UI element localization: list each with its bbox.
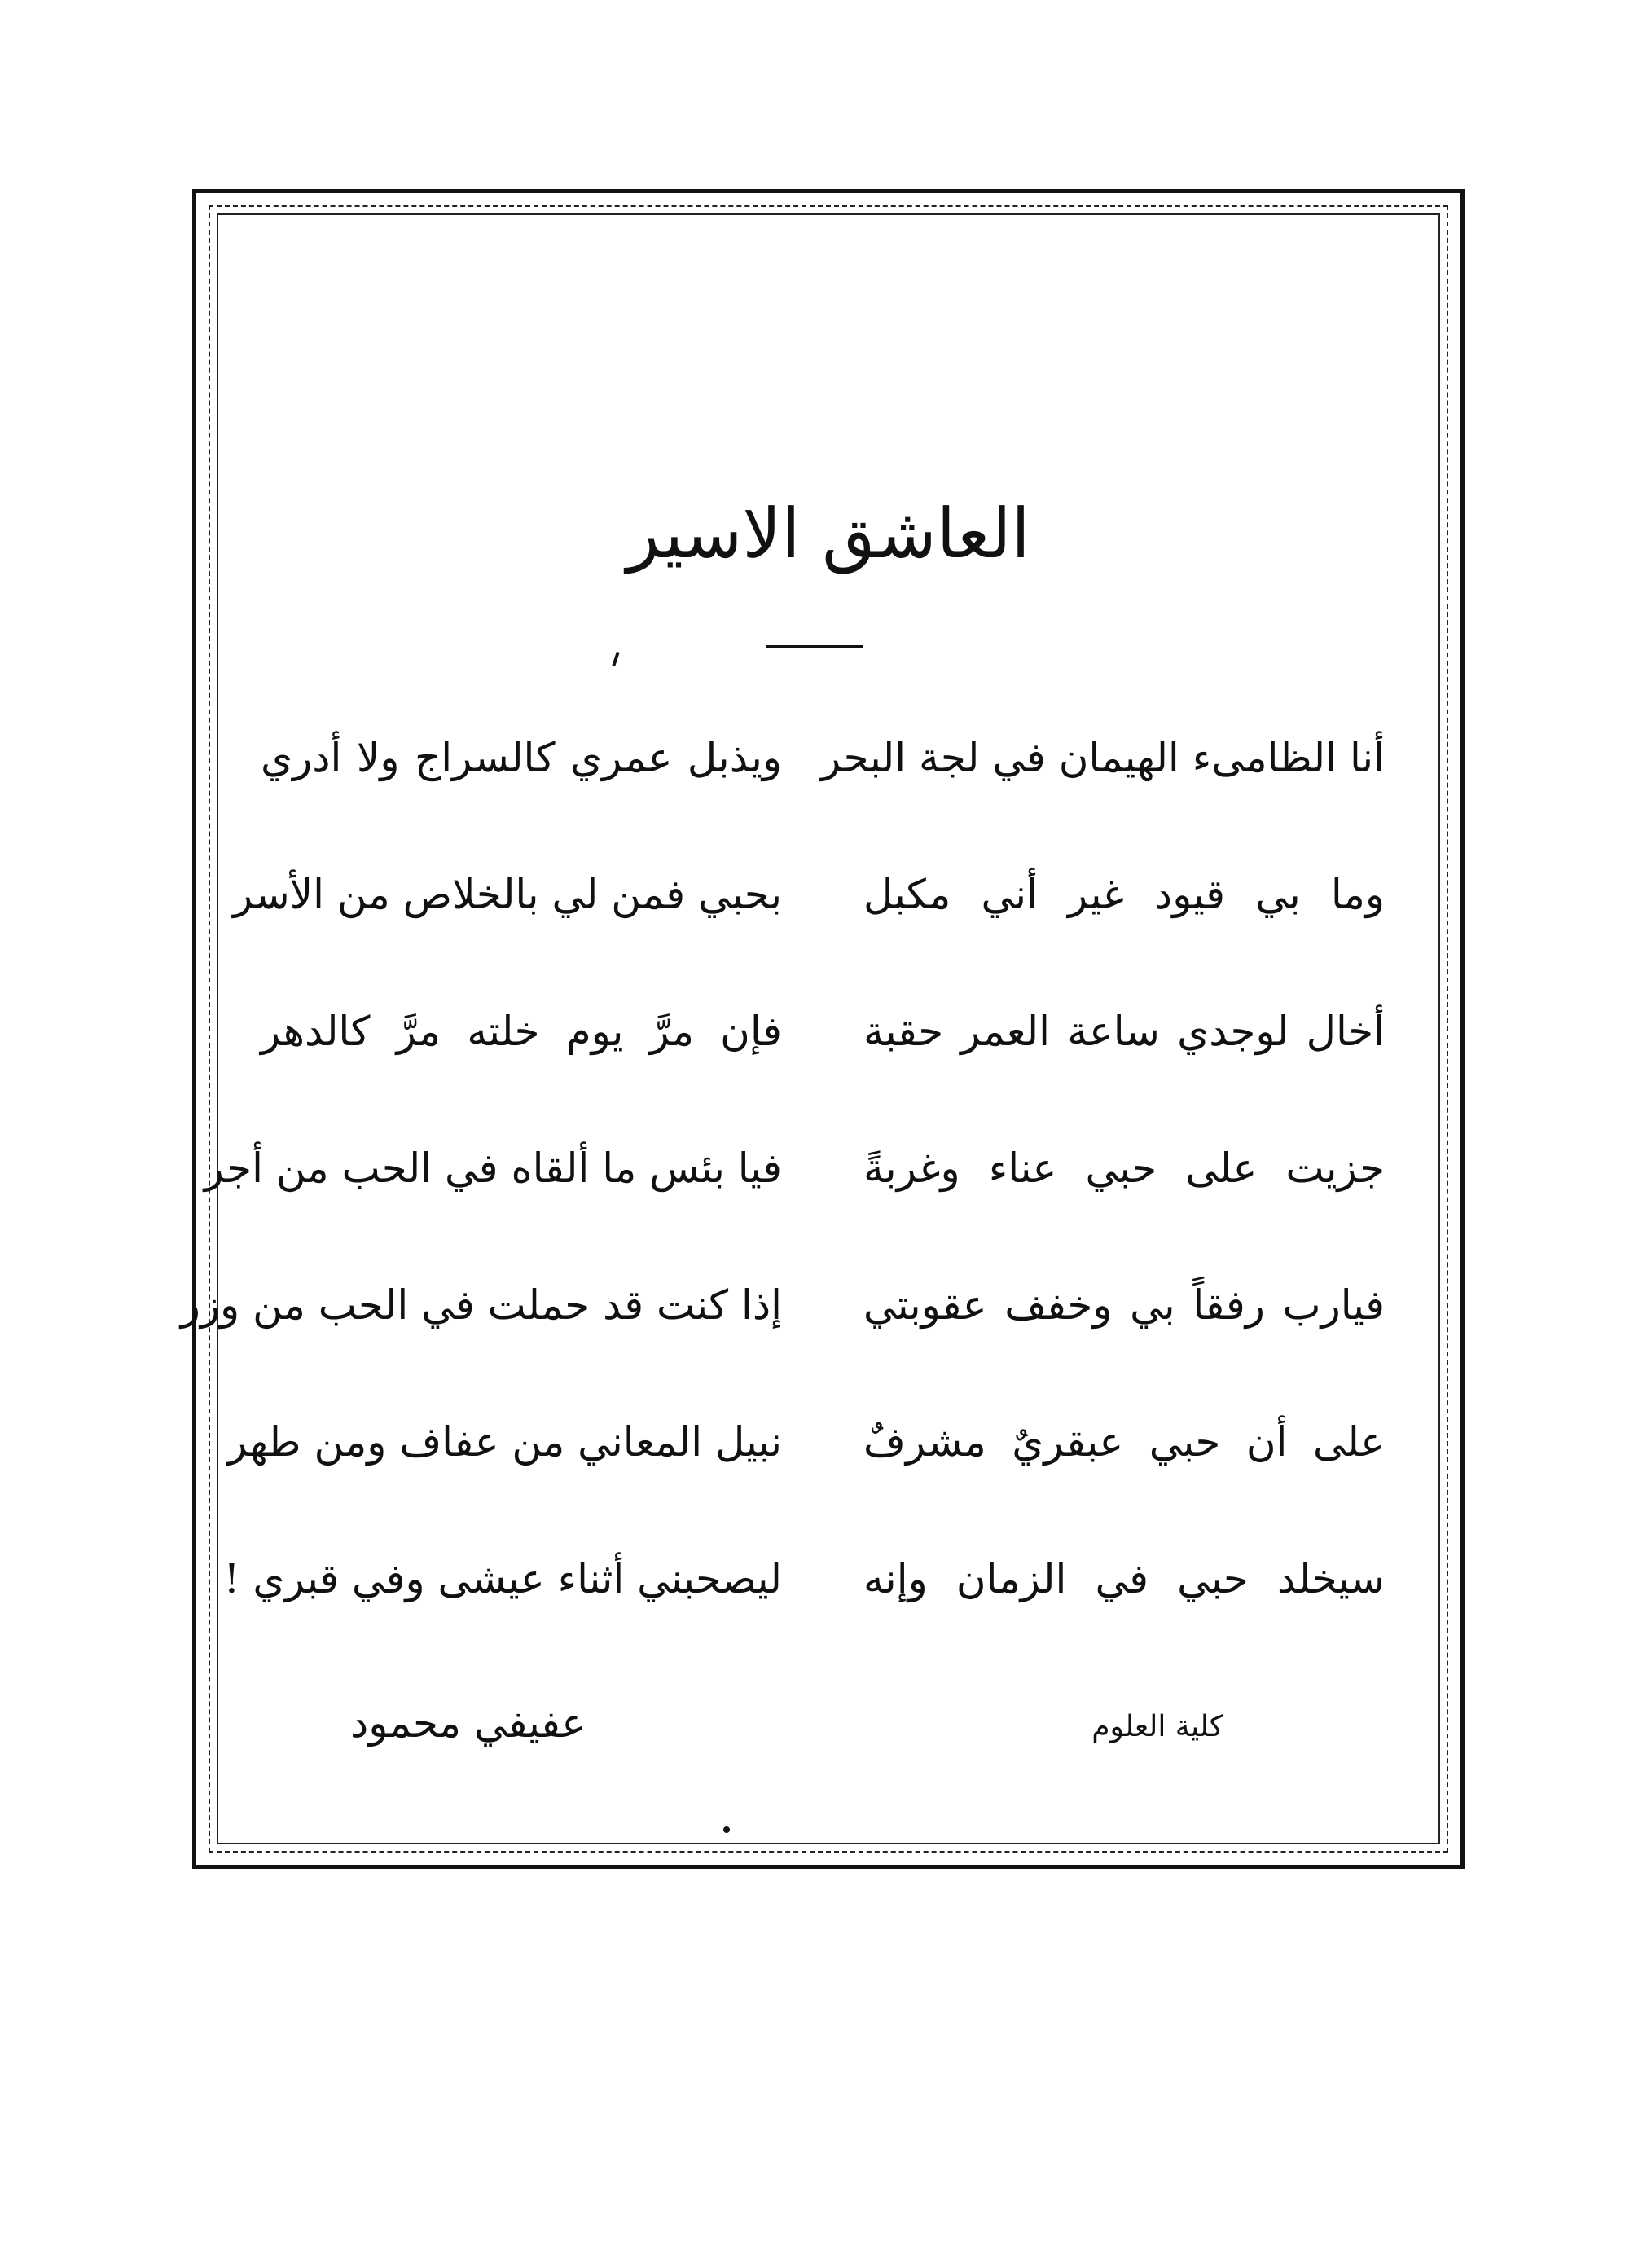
poem-title: العاشق الاسير — [626, 494, 1030, 574]
verse-first-hemistich: أخال لوجدي ساعة العمر حقبة — [863, 1008, 1385, 1055]
verse-line — [261, 717, 1385, 854]
verse-line — [227, 1401, 1385, 1538]
verse-second-hemistich: بحبي فمن لي بالخلاص من الأسر — [233, 871, 782, 918]
verse-line — [223, 1538, 1385, 1675]
verse-first-hemistich: سيخلد حبي في الزمان وإنه — [863, 1555, 1385, 1602]
verse-second-hemistich: ويذبل عمري كالسراج ولا أدري — [261, 734, 782, 781]
verse-second-hemistich: إذا كنت قد حملت في الحب من وزر — [180, 1281, 782, 1329]
poem-body — [180, 717, 1385, 1675]
verse-line — [204, 1127, 1385, 1264]
verse-first-hemistich: أنا الظامىء الهيمان في لجة البحر — [821, 734, 1385, 781]
verse-second-hemistich: فإن مرَّ يوم خلته مرَّ كالدهر — [261, 1008, 782, 1055]
verse-first-hemistich: فيارب رفقاً بي وخفف عقوبتي — [863, 1281, 1385, 1329]
verse-second-hemistich: ليصحبني أثناء عيشى وفي قبري ! — [223, 1555, 782, 1602]
title-divider — [766, 645, 863, 648]
verse-first-hemistich: على أن حبي عبقريٌ مشرفٌ — [863, 1418, 1385, 1466]
verse-line — [180, 1264, 1385, 1401]
ink-dot — [723, 1826, 730, 1833]
verse-first-hemistich: جزيت على حبي عناء وغربةً — [863, 1145, 1385, 1192]
verse-line — [261, 991, 1385, 1127]
verse-first-hemistich: وما بي قيود غير أني مكبل — [863, 871, 1385, 918]
verse-second-hemistich: فيا بئس ما ألقاه في الحب من أجر — [204, 1145, 782, 1192]
institution-label: كلية العلوم — [1091, 1710, 1223, 1743]
author-signature: عفيفي محمود — [350, 1699, 586, 1747]
verse-line — [233, 854, 1385, 991]
verse-second-hemistich: نبيل المعاني من عفاف ومن طهر — [227, 1418, 782, 1466]
